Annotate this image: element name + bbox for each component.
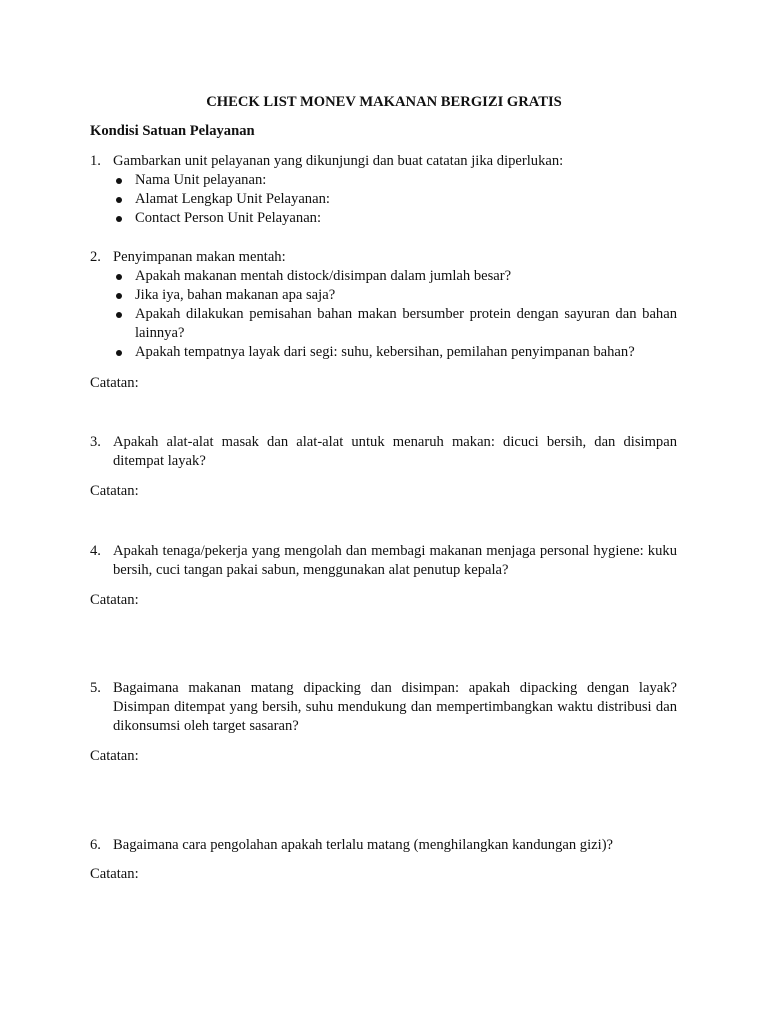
- list-item: [112, 343, 677, 362]
- item-number: 2.: [90, 249, 101, 265]
- bullet-icon: [116, 216, 122, 222]
- item-text: Apakah tenaga/pekerja yang mengolah dan membagi makanan menjaga personal hygiene: kuku bersih, cuci tangan pakai sabun, menggunakan alat penutup kepala?: [113, 543, 677, 578]
- item-text: Bagaimana makanan matang dipacking dan disimpan: apakah dipacking dengan layak? Disimpan ditempat yang bersih, suhu mendukung dan mempertimbangkan waktu distribusi dan dikonsumsi oleh target sasaran?: [113, 680, 677, 734]
- bullet-text: Contact Person Unit Pelayanan:: [135, 210, 322, 226]
- bullet-text: Nama Unit pelayanan:: [135, 172, 267, 188]
- list-item: [112, 209, 677, 228]
- item-text: Gambarkan unit pelayanan yang dikunjungi dan buat catatan jika diperlukan:: [113, 153, 564, 169]
- list-item: [112, 286, 677, 305]
- section-heading: Kondisi Satuan Pelayanan: [90, 123, 255, 139]
- note-label: Catatan:: [90, 483, 139, 499]
- item-number: 5.: [90, 680, 101, 696]
- bullet-text: Alamat Lengkap Unit Pelayanan:: [135, 191, 330, 207]
- note-label: Catatan:: [90, 866, 139, 882]
- bullet-icon: [116, 293, 122, 299]
- item-text: Bagaimana cara pengolahan apakah terlalu matang (menghilangkan kandungan gizi)?: [113, 837, 614, 853]
- list-item: [112, 171, 677, 190]
- item-number: 6.: [90, 837, 101, 853]
- item-text: Apakah alat-alat masak dan alat-alat untuk menaruh makan: dicuci bersih, dan disimpan ditempat layak?: [113, 434, 677, 469]
- bullet-text: Apakah dilakukan pemisahan bahan makan bersumber protein dengan sayuran dan bahan lainnya?: [135, 306, 677, 341]
- list-item: [112, 190, 677, 209]
- bullet-text: Apakah tempatnya layak dari segi: suhu, kebersihan, pemilahan penyimpanan bahan?: [135, 344, 635, 360]
- item-2-bullets: [112, 267, 677, 362]
- list-item: [112, 267, 677, 286]
- bullet-icon: [116, 197, 122, 203]
- item-number: 3.: [90, 434, 101, 450]
- item-number: 1.: [90, 153, 101, 169]
- item-1-bullets: [112, 171, 677, 228]
- bullet-icon: [116, 178, 122, 184]
- bullet-text: Apakah makanan mentah distock/disimpan dalam jumlah besar?: [135, 268, 512, 284]
- bullet-icon: [116, 350, 122, 356]
- note-label: Catatan:: [90, 375, 139, 391]
- item-text: Penyimpanan makan mentah:: [113, 249, 286, 265]
- bullet-text: Jika iya, bahan makanan apa saja?: [135, 287, 336, 303]
- list-item: [112, 305, 677, 343]
- note-label: Catatan:: [90, 748, 139, 764]
- document-title: CHECK LIST MONEV MAKANAN BERGIZI GRATIS: [206, 94, 562, 110]
- note-label: Catatan:: [90, 592, 139, 608]
- bullet-icon: [116, 274, 122, 280]
- bullet-icon: [116, 312, 122, 318]
- item-number: 4.: [90, 543, 101, 559]
